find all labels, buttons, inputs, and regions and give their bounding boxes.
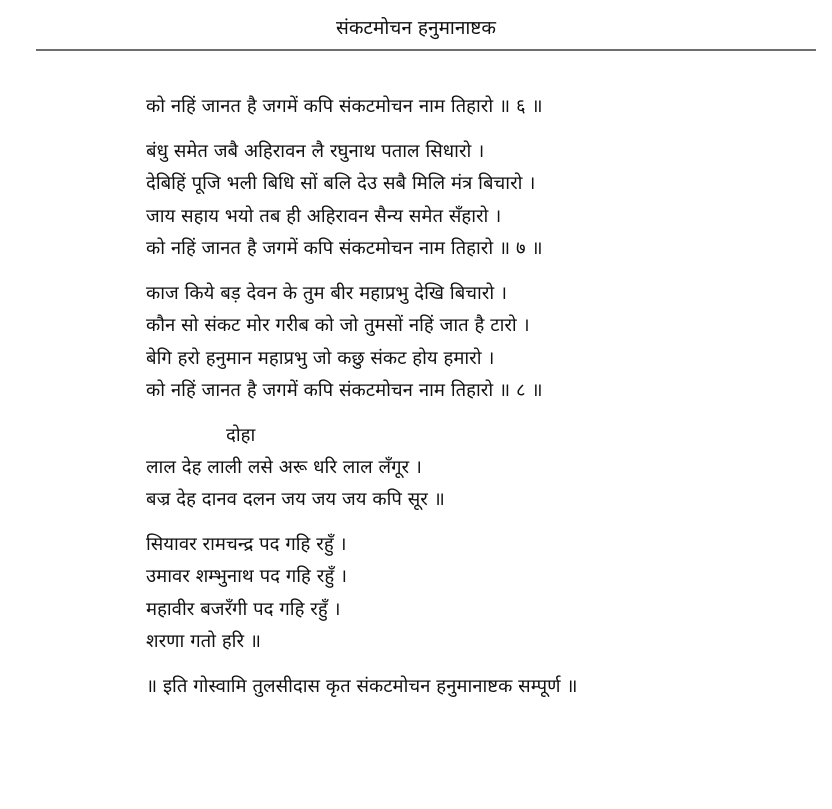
stanza-8 — [146, 278, 806, 408]
verse-line: बंधु समेत जबै अहिरावन लै रघुनाथ पताल सिधारो । — [146, 140, 485, 162]
document-body — [146, 91, 806, 703]
closing-line: महावीर बजरँगी पद गहि रहुँ । — [146, 598, 341, 620]
verse-line: को नहिं जानत है जगमें कपि संकटमोचन नाम तिहारो ॥ ८ ॥ — [146, 380, 543, 401]
stanza-6 — [146, 91, 806, 124]
verse-line: को नहिं जानत है जगमें कपि संकटमोचन नाम तिहारो ॥ ६ ॥ — [146, 96, 543, 117]
stanza-7 — [146, 136, 806, 266]
verse-line: काज किये बड़ देवन के तुम बीर महाप्रभु देखि बिचारो । — [146, 282, 508, 304]
closing-line: शरणा गतो हरि ॥ — [146, 631, 261, 652]
closing-line: सियावर रामचन्द्र पद गहि रहुँ । — [146, 533, 347, 555]
verse-line: देबिहिं पूजि भली बिधि सों बलि देउ सबै मिलि मंत्र बिचारो । — [146, 173, 536, 194]
verse-line: जाय सहाय भयो तब ही अहिरावन सैन्य समेत सँहारो । — [146, 205, 502, 227]
doha-line: बज्र देह दानव दलन जय जय जय कपि सूर ॥ — [146, 489, 445, 510]
closing-line: उमावर शम्भुनाथ पद गहि रहुँ । — [146, 566, 348, 587]
doha-section — [146, 420, 806, 517]
colophon: ॥ इति गोस्वामि तुलसीदास कृत संकटमोचन हनुमानाष्टक सम्पूर्ण ॥ — [146, 675, 578, 697]
page-title: संकटमोचन हनुमानाष्टक — [335, 17, 497, 39]
title-divider — [36, 49, 816, 51]
verse-line: को नहिं जानत है जगमें कपि संकटमोचन नाम तिहारो ॥ ७ ॥ — [146, 238, 543, 259]
verse-line: कौन सो संकट मोर गरीब को जो तुमसों नहिं जात है टारो । — [146, 315, 530, 336]
doha-line: लाल देह लाली लसे अरू धरि लाल लँगूर । — [146, 456, 422, 478]
verse-line: बेगि हरो हनुमान महाप्रभु जो कछु संकट होय हमारो । — [146, 347, 495, 369]
closing-section — [146, 529, 806, 659]
doha-heading: दोहा — [226, 424, 256, 446]
